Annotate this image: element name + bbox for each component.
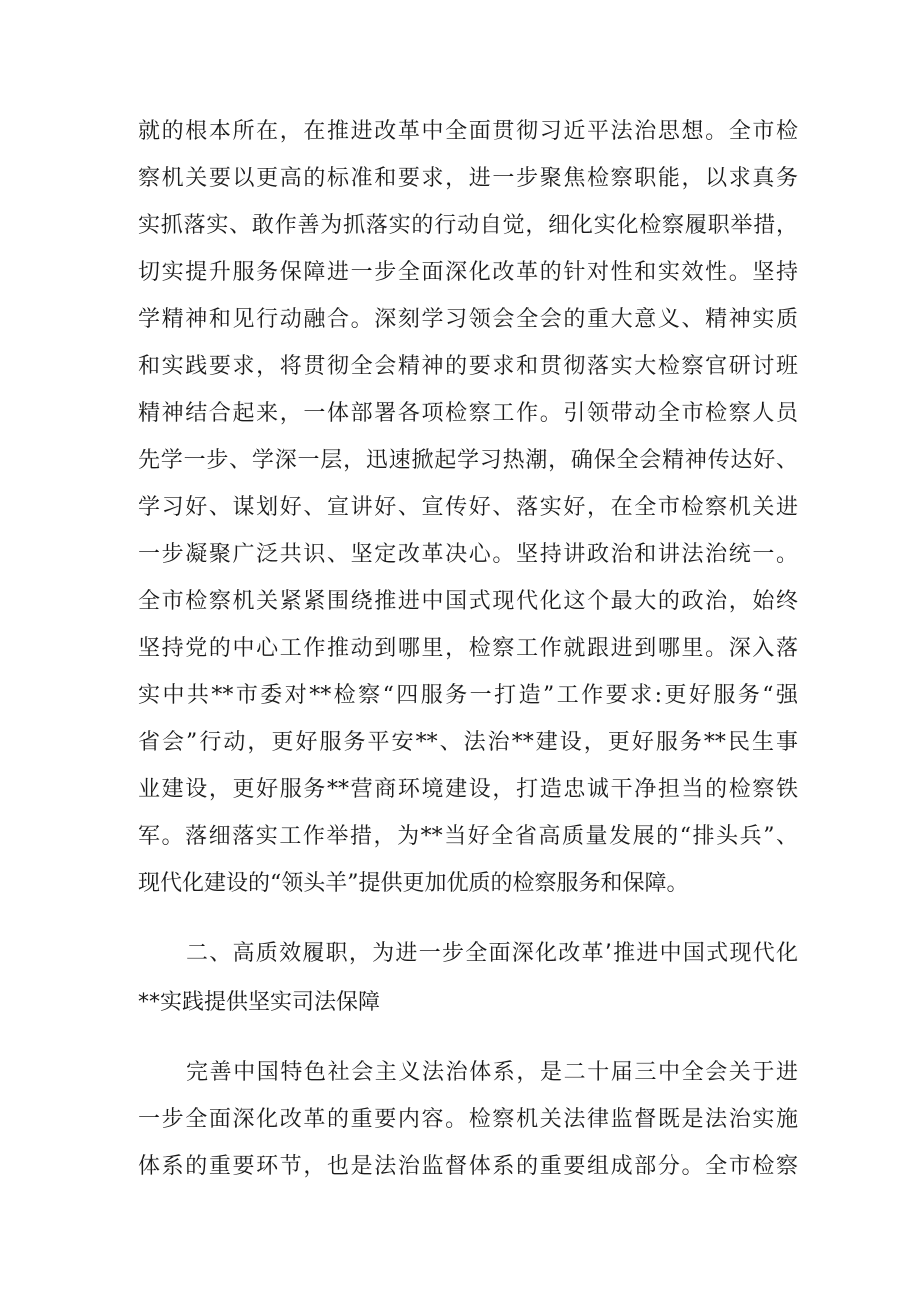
paragraph-1-line-15: 业建设，更好服务**营商环境建设，打造忠诚干净担当的检察铁 <box>138 777 798 802</box>
paragraph-1-line-1: 就的根本所在，在推进改革中全面贯彻习近平法治思想。全市检 <box>138 119 798 144</box>
paragraph-1-line-8: 先学一步、学深一层，迅速掀起学习热潮，确保全会精神传达好、 <box>138 448 798 473</box>
section-heading-line-1: 二、高质效履职，为进一步全面深化改革’推进中国式现代化 <box>186 941 798 966</box>
paragraph-1-line-6: 和实践要求，将贯彻全会精神的要求和贯彻落实大检察官研讨班 <box>138 354 798 379</box>
paragraph-2-line-3: 体系的重要环节，也是法治监督体系的重要组成部分。全市检察 <box>138 1154 798 1179</box>
paragraph-1-line-9: 学习好、谋划好、宣讲好、宣传好、落实好，在全市检察机关进 <box>138 495 798 520</box>
paragraph-1-line-16: 军。落细落实工作举措，为**当好全省高质量发展的“排头兵”、 <box>138 824 798 849</box>
section-heading-line-2: **实践提供坚实司法保障 <box>138 990 381 1015</box>
paragraph-1-line-5: 学精神和见行动融合。深刻学习领会全会的重大意义、精神实质 <box>138 307 798 332</box>
paragraph-1-line-10: 一步凝聚广泛共识、坚定改革决心。坚持讲政治和讲法治统一。 <box>138 542 798 567</box>
paragraph-1-line-17: 现代化建设的“领头羊”提供更加优质的检察服务和保障。 <box>138 871 689 896</box>
paragraph-1-line-4: 切实提升服务保障进一步全面深化改革的针对性和实效性。坚持 <box>138 260 798 285</box>
paragraph-1-line-14: 省会”行动，更好服务平安**、法治**建设，更好服务**民生事 <box>138 730 798 755</box>
paragraph-1-line-11: 全市检察机关紧紧围绕推进中国式现代化这个最大的政治，始终 <box>138 589 798 614</box>
paragraph-1-line-13: 实中共**市委对**检察“四服务一打造”工作要求:更好服务“强 <box>138 683 798 708</box>
paragraph-2-line-1: 完善中国特色社会主义法治体系，是二十届三中全会关于进 <box>186 1060 798 1085</box>
paragraph-1-line-3: 实抓落实、敢作善为抓落实的行动自觉，细化实化检察履职举措， <box>138 213 798 238</box>
paragraph-1-line-2: 察机关要以更高的标准和要求，进一步聚焦检察职能，以求真务 <box>138 166 798 191</box>
paragraph-1-line-12: 坚持党的中心工作推动到哪里，检察工作就跟进到哪里。深入落 <box>138 636 798 661</box>
paragraph-2-line-2: 一步全面深化改革的重要内容。检察机关法律监督既是法治实施 <box>138 1107 798 1132</box>
paragraph-1-line-7: 精神结合起来，一体部署各项检察工作。引领带动全市检察人员 <box>138 401 798 426</box>
